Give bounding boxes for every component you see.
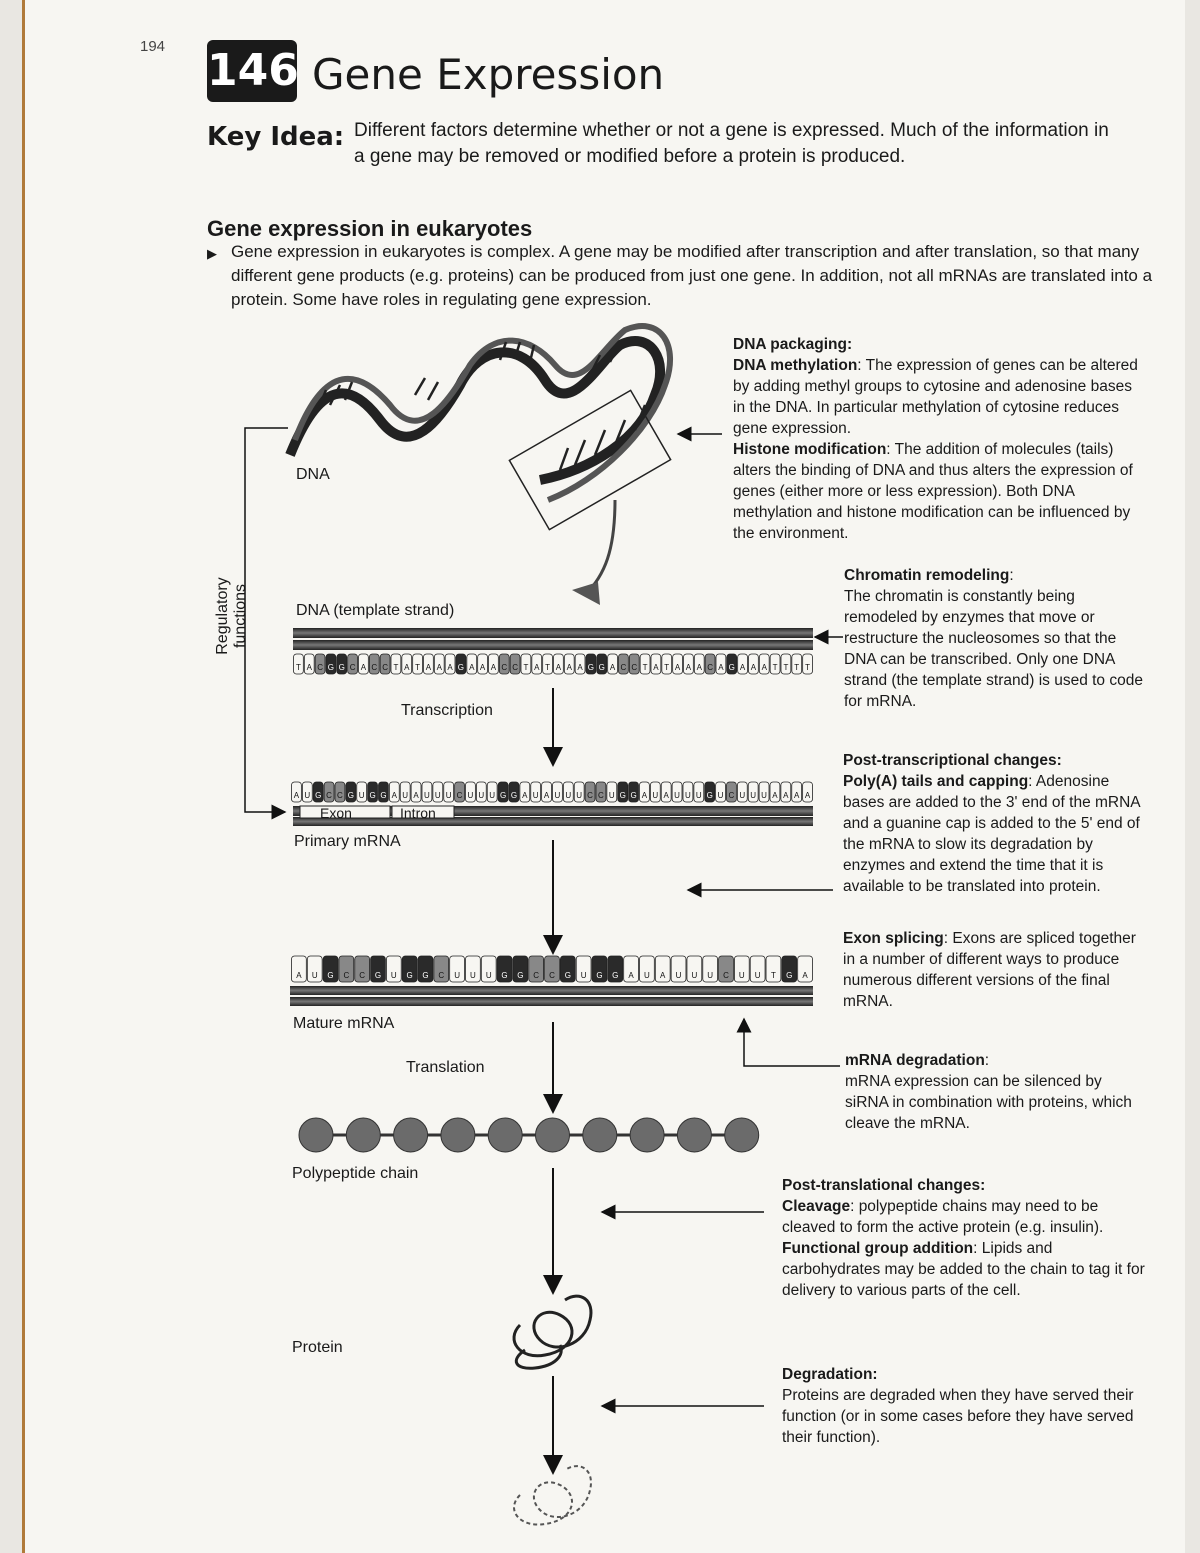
note-post-transcriptional — [843, 750, 1143, 897]
amino-acid-bead — [299, 1118, 333, 1152]
note-post-translational — [782, 1175, 1147, 1301]
mature-base-letter: U — [738, 971, 745, 980]
primary-base-letter: A — [663, 791, 669, 800]
mature-base-letter: G — [406, 971, 413, 980]
template-base-letter: T — [772, 663, 778, 672]
template-base-letter: T — [393, 663, 399, 672]
primary-base-letter: C — [326, 791, 332, 800]
template-base-letter: A — [404, 663, 410, 672]
template-base-letter: A — [469, 663, 475, 672]
primary-base-letter: G — [369, 791, 376, 800]
note-methylation-heading: DNA methylation — [733, 357, 858, 374]
primary-base-letter: G — [315, 791, 322, 800]
mature-base-letter: U — [454, 971, 460, 980]
template-base-letter: C — [707, 663, 713, 672]
note-mrna-degradation: mRNA degradation: mRNA expression can be silenced by siRNA in combination with proteins, which cleave the mRNA. — [845, 1052, 1132, 1132]
primary-base-letter: C — [456, 791, 463, 800]
translation-label: Translation — [406, 1059, 485, 1076]
mature-base-letter: A — [628, 971, 634, 980]
primary-base-letter: C — [337, 791, 343, 800]
mature-base-letter: G — [327, 971, 334, 980]
note-dna-packaging — [733, 334, 1143, 544]
mature-base-letter: U — [675, 971, 682, 980]
primary-mrna-label: Primary mRNA — [294, 833, 401, 850]
template-base-letter: T — [523, 663, 529, 672]
template-base-letter: A — [696, 663, 702, 672]
mature-base-letter: U — [470, 971, 476, 980]
activity-number-badge: 146 — [207, 40, 297, 102]
page-number: 194 — [140, 38, 166, 55]
primary-base-letter: U — [750, 791, 757, 800]
primary-base-letter: U — [761, 791, 767, 800]
note-histone-heading: Histone modification — [733, 441, 887, 458]
primary-base-letter: U — [576, 791, 583, 800]
template-base-letter: A — [653, 663, 659, 672]
primary-base-letter: A — [543, 791, 550, 800]
primary-mrna — [292, 782, 814, 826]
primary-base-letter: G — [706, 791, 713, 800]
key-idea-label: Key Idea: — [207, 122, 345, 152]
template-base-letter: A — [750, 663, 757, 672]
template-base-letter: C — [631, 663, 638, 672]
primary-base-letter: A — [794, 791, 800, 800]
mature-base-letter: U — [311, 971, 318, 980]
mature-base-letter: G — [786, 971, 793, 980]
mature-mrna — [290, 956, 813, 1006]
page-title: Gene Expression — [312, 50, 665, 99]
template-base-letter: A — [685, 663, 692, 672]
template-base-letter: G — [327, 663, 335, 672]
note-polya-heading: Poly(A) tails and capping — [843, 773, 1029, 790]
primary-base-letter: A — [293, 791, 300, 800]
primary-base-letter: U — [674, 791, 680, 800]
template-base-letter: A — [555, 663, 562, 672]
note-deg-heading: Degradation: — [782, 1366, 878, 1383]
note-exon-splicing — [843, 928, 1143, 1012]
amino-acid-bead — [346, 1118, 380, 1152]
primary-base-letter: U — [717, 791, 724, 800]
template-base-letter: A — [534, 663, 540, 672]
note-posttl-heading: Post-translational changes: — [782, 1177, 986, 1194]
note-methylation-text: : The expression of genes can be altered by adding methyl groups to cytosine and adenosine bases in the DNA. In particular methylation of cytosine reduces gene expression. — [733, 357, 1138, 437]
primary-base-letter: A — [391, 791, 397, 800]
amino-acid-bead — [630, 1118, 664, 1152]
note-polya-text: : Adenosine bases are added to the 3' end of the mRNA and a guanine cap is added to the 5' end of the mRNA to slow its degradation by enzymes and extend the time that it is available to be translated into protein. — [843, 773, 1140, 895]
template-base-letter: A — [609, 663, 616, 672]
template-base-letter: A — [490, 663, 497, 672]
amino-acid-bead — [488, 1118, 522, 1152]
template-base-letter: C — [512, 663, 518, 672]
note-deg-text: Proteins are degraded when they have served their function (or in some cases before they have served their function). — [782, 1387, 1134, 1446]
primary-base-letter: A — [772, 791, 778, 800]
regulatory-functions-label: Regulatory functions — [214, 577, 249, 655]
primary-base-letter: U — [652, 791, 659, 800]
template-base-letter: C — [501, 663, 508, 672]
bullet-text: Gene expression in eukaryotes is complex. A gene may be modified after transcription and after translation, so that many different gene products (e.g. proteins) can be produced from just one gene. In addition, not all mRNAs are translated into a protein. Some have roles in regulating gene expression. — [231, 242, 1153, 309]
primary-base-letter: U — [467, 791, 474, 800]
template-base-letter: A — [306, 663, 312, 672]
template-base-letter: C — [620, 663, 627, 672]
mature-base-letter: G — [612, 971, 619, 980]
polypeptide-chain — [299, 1118, 759, 1152]
template-base-letter: G — [728, 663, 735, 672]
note-mrnadeg-heading: mRNA degradation — [845, 1052, 985, 1069]
primary-base-letter: G — [510, 791, 518, 800]
mature-base-letter: C — [343, 971, 350, 980]
primary-base-letter: U — [445, 791, 452, 800]
transcription-label: Transcription — [401, 702, 493, 719]
primary-base-letter: A — [522, 791, 528, 800]
primary-base-letter: G — [630, 791, 637, 800]
template-base-letter: C — [317, 663, 323, 672]
primary-base-letter: U — [695, 791, 702, 800]
primary-base-letter: U — [434, 791, 441, 800]
mature-base-letter: C — [359, 971, 366, 980]
primary-base-letter: U — [402, 791, 409, 800]
template-base-letter: G — [338, 663, 345, 672]
primary-base-letter: U — [489, 791, 496, 800]
note-chromatin-text: The chromatin is constantly being remodeled by enzymes that move or restructure the nucleosomes so that the DNA can be transcribed. Only one DNA strand (the template strand) is used to code for mRNA. — [844, 588, 1143, 710]
note-cleavage-heading: Cleavage — [782, 1198, 851, 1215]
note-packaging-heading: DNA packaging: — [733, 336, 853, 353]
mature-base-letter: A — [660, 971, 666, 980]
primary-base-letter: C — [728, 791, 735, 800]
amino-acid-bead — [583, 1118, 617, 1152]
primary-base-letter: A — [804, 791, 811, 800]
note-func-heading: Functional group addition — [782, 1240, 974, 1257]
note-cleavage-text: : polypeptide chains may need to be cleaved to form the active protein (e.g. insulin). — [782, 1198, 1104, 1236]
primary-base-letter: U — [608, 791, 615, 800]
primary-base-letter: G — [619, 791, 626, 800]
primary-base-letter: G — [347, 791, 354, 800]
mature-base-letter: G — [517, 971, 524, 980]
template-strand-label: DNA (template strand) — [296, 602, 455, 619]
primary-base-letter: U — [532, 791, 539, 800]
amino-acid-bead — [677, 1118, 711, 1152]
primary-base-letter: C — [587, 791, 593, 800]
template-base-letter: G — [598, 663, 605, 672]
degraded-protein — [514, 1466, 591, 1524]
primary-base-letter: A — [641, 791, 648, 800]
template-base-letter: A — [436, 663, 442, 672]
mature-base-letter: G — [596, 971, 603, 980]
mature-base-letter: A — [802, 971, 808, 980]
mature-base-letter: C — [438, 971, 445, 980]
template-base-letter: T — [664, 663, 670, 672]
template-base-letter: A — [577, 663, 583, 672]
mature-base-letter: C — [533, 971, 540, 980]
protein-fold — [514, 1296, 591, 1368]
primary-base-letter: U — [554, 791, 561, 800]
dna-helix — [290, 326, 670, 500]
template-base-letter: T — [642, 663, 648, 672]
template-base-letter: C — [382, 663, 388, 672]
amino-acid-bead — [536, 1118, 570, 1152]
primary-base-letter: U — [304, 791, 311, 800]
note-degradation — [782, 1364, 1147, 1448]
primary-base-letter: U — [565, 791, 572, 800]
mature-mrna-label: Mature mRNA — [293, 1015, 395, 1032]
bullet-triangle-icon: ▶ — [207, 246, 217, 261]
dna-label: DNA — [296, 466, 330, 483]
mature-base-letter: U — [707, 971, 714, 980]
template-base-letter: A — [739, 663, 746, 672]
mature-base-letter: U — [754, 971, 761, 980]
template-base-letter: G — [457, 663, 465, 672]
template-base-letter: T — [415, 663, 421, 672]
template-base-letter: T — [805, 663, 811, 672]
amino-acid-bead — [441, 1118, 475, 1152]
template-base-letter: A — [718, 663, 724, 672]
mature-base-letter: C — [549, 971, 555, 980]
mature-base-letter: G — [374, 971, 382, 980]
mature-base-letter: U — [644, 971, 650, 980]
note-mrnadeg-text: mRNA expression can be silenced by siRNA in combination with proteins, which cleave the mRNA. — [845, 1073, 1132, 1132]
template-base-letter: T — [794, 663, 800, 672]
note-histone-text: : The addition of molecules (tails) alters the binding of DNA and thus alters the expression of genes (either more or less expression). Both DNA methylation and histone modification can be influenced by the environment. — [733, 441, 1133, 542]
protein-label: Protein — [292, 1339, 343, 1356]
note-splice-text: : Exons are spliced together in a number of different ways to produce numerous different versions of the final mRNA. — [843, 930, 1136, 1010]
primary-base-letter: A — [413, 791, 419, 800]
primary-base-letter: G — [380, 791, 387, 800]
mature-base-letter: U — [691, 971, 698, 980]
template-strand — [293, 628, 813, 674]
polypeptide-label: Polypeptide chain — [292, 1165, 419, 1182]
template-base-letter: T — [545, 663, 551, 672]
template-base-letter: A — [761, 663, 767, 672]
template-base-letter: A — [360, 663, 367, 672]
amino-acid-bead — [725, 1118, 759, 1152]
primary-base-letter: U — [424, 791, 430, 800]
mature-base-letter: U — [390, 971, 397, 980]
mature-base-letter: U — [580, 971, 587, 980]
mature-base-letter: T — [771, 971, 776, 980]
template-base-letter: T — [295, 663, 301, 672]
note-posttrans-heading: Post-transcriptional changes: — [843, 752, 1062, 769]
intron-label: Intron — [400, 805, 436, 821]
primary-base-letter: U — [739, 791, 746, 800]
note-chromatin: Chromatin remodeling: The chromatin is constantly being remodeled by enzymes that move or restructure the nucleosomes so that the DNA can be transcribed. Only one DNA strand (the template strand) is used to code for mRNA. — [844, 567, 1143, 710]
primary-base-letter: C — [598, 791, 604, 800]
template-base-letter: C — [349, 663, 356, 672]
mature-base-letter: G — [501, 971, 508, 980]
mature-base-letter: G — [422, 971, 429, 980]
template-base-letter: A — [425, 663, 432, 672]
template-base-letter: A — [566, 663, 572, 672]
mature-base-letter: U — [485, 971, 492, 980]
template-base-letter: T — [783, 663, 789, 672]
primary-base-letter: A — [783, 791, 789, 800]
mature-base-letter: A — [296, 971, 302, 980]
template-base-letter: C — [371, 663, 378, 672]
note-func-text: : Lipids and carbohydrates may be added to the chain to tag it for delivery to various parts of the cell. — [782, 1240, 1145, 1299]
primary-base-letter: U — [478, 791, 485, 800]
exon-label: Exon — [320, 805, 352, 821]
template-base-letter: G — [587, 663, 595, 672]
section-heading: Gene expression in eukaryotes — [207, 216, 533, 241]
primary-base-letter: U — [358, 791, 365, 800]
primary-base-letter: G — [499, 791, 507, 800]
note-splice-heading: Exon splicing — [843, 930, 944, 947]
template-base-letter: A — [674, 663, 681, 672]
template-base-letter: A — [447, 663, 453, 672]
amino-acid-bead — [394, 1118, 428, 1152]
mature-base-letter: C — [723, 971, 729, 980]
template-base-letter: A — [479, 663, 486, 672]
note-chromatin-heading: Chromatin remodeling — [844, 567, 1010, 584]
key-idea-text: Different factors determine whether or not a gene is expressed. Much of the information in a gene may be removed or modified before a protein is produced. — [354, 120, 1109, 167]
mature-base-letter: G — [564, 971, 571, 980]
primary-base-letter: U — [685, 791, 691, 800]
